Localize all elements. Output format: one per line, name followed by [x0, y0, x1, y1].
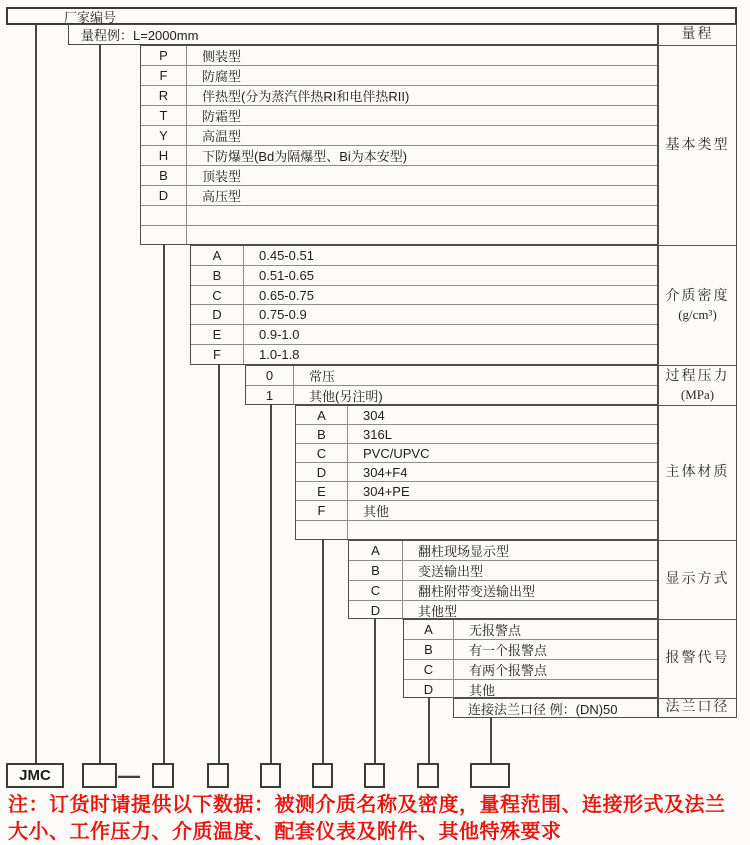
table-row — [404, 680, 657, 699]
desc-cell: 无报警点 — [469, 623, 522, 638]
range-example-text: 量程例：L=2000mm — [81, 28, 199, 43]
category-label-column — [658, 24, 737, 718]
model-field-range — [82, 763, 117, 788]
table-row — [296, 425, 657, 444]
desc-cell: 其他(另注明) — [309, 389, 383, 404]
code-cell: E — [296, 482, 348, 500]
model-field-flange — [470, 763, 510, 788]
desc-cell — [187, 206, 657, 225]
desc-cell: 0.45-0.51 — [259, 247, 314, 263]
label-density-text: 介质密度 — [665, 288, 730, 304]
connector-line-density — [218, 365, 220, 763]
desc-cell: 0.9-1.0 — [259, 327, 300, 343]
desc-cell: 翻柱附带变送输出型 — [418, 584, 536, 599]
code-cell: 0 — [246, 366, 294, 385]
desc-cell: 高压型 — [202, 189, 242, 204]
table-row — [246, 366, 657, 386]
table-row — [141, 66, 657, 86]
label-basic-type-text: 基本类型 — [665, 137, 730, 153]
table-row — [349, 601, 657, 620]
label-display-text: 显示方式 — [665, 572, 730, 587]
manufacturer-number-box — [6, 7, 737, 25]
code-cell: A — [349, 541, 403, 560]
table-row — [141, 106, 657, 126]
label-basic-type — [659, 46, 736, 246]
model-field-display — [364, 763, 385, 788]
basic-type-table — [140, 45, 658, 245]
label-pressure-unit: (MPa) — [680, 386, 715, 402]
code-cell: F — [296, 501, 348, 520]
label-density-unit: (g/cm³) — [678, 306, 717, 322]
label-alarm-text: 报警代号 — [665, 651, 730, 666]
connector-line-material — [322, 540, 324, 763]
table-row — [454, 699, 657, 718]
code-cell: T — [141, 106, 187, 125]
desc-cell: 0.65-0.75 — [259, 287, 314, 303]
code-cell: D — [191, 305, 244, 324]
desc-cell: 连接法兰口径 例：(DN)50 — [468, 702, 618, 717]
label-flange — [659, 699, 736, 717]
desc-cell: 下防爆型(Bd为隔爆型、Bi为本安型) — [202, 149, 408, 164]
desc-cell: 顶装型 — [202, 169, 242, 184]
code-cell: B — [191, 266, 244, 285]
table-row — [191, 305, 657, 325]
label-pressure — [659, 366, 736, 406]
code-cell: B — [141, 166, 187, 185]
code-cell: 1 — [246, 386, 294, 405]
desc-cell: 伴热型(分为蒸汽伴热RI和电伴热RII) — [202, 89, 410, 104]
ordering-note-line2: 大小、工作压力、介质温度、配套仪表及附件、其他特殊要求 — [8, 821, 562, 843]
code-cell: F — [141, 66, 187, 85]
model-prefix-box — [6, 763, 64, 788]
model-field-pressure — [260, 763, 281, 788]
range-example-box — [68, 24, 658, 45]
desc-cell: 304+F4 — [363, 464, 408, 480]
label-density — [659, 246, 736, 366]
desc-cell: 高温型 — [202, 129, 242, 144]
desc-cell: 316L — [363, 426, 392, 442]
desc-cell: 其他型 — [418, 604, 458, 619]
code-cell — [141, 206, 187, 225]
code-cell: P — [141, 46, 187, 65]
desc-cell: 1.0-1.8 — [259, 347, 300, 363]
table-row — [141, 146, 657, 166]
desc-cell: 有一个报警点 — [469, 643, 548, 658]
code-cell — [296, 521, 348, 539]
code-cell: H — [141, 146, 187, 165]
desc-cell: 防霜型 — [202, 109, 242, 124]
label-flange-text: 法兰口径 — [665, 700, 730, 715]
desc-cell: 变送输出型 — [418, 564, 484, 579]
desc-cell — [348, 521, 657, 539]
table-row — [296, 501, 657, 521]
pressure-table — [245, 365, 658, 405]
desc-cell: 常压 — [309, 369, 336, 384]
code-cell: D — [349, 601, 403, 620]
code-cell: C — [404, 660, 454, 679]
code-cell: F — [191, 345, 244, 364]
table-row — [191, 286, 657, 306]
code-cell: D — [404, 680, 454, 699]
desc-cell: 304 — [363, 407, 385, 423]
table-row-empty — [141, 226, 657, 245]
desc-cell: 翻柱现场显示型 — [418, 544, 510, 559]
code-cell — [141, 226, 187, 245]
code-cell: B — [296, 425, 348, 443]
code-cell: R — [141, 86, 187, 105]
ordering-note-line1: 注：订货时请提供以下数据：被测介质名称及密度，量程范围、连接形式及法兰 — [8, 794, 726, 816]
connector-line-alarm — [428, 698, 430, 763]
connector-line-pressure — [270, 405, 272, 763]
code-cell: A — [404, 620, 454, 639]
code-cell: C — [296, 444, 348, 462]
label-pressure-text: 过程压力 — [665, 368, 730, 384]
code-cell: A — [191, 246, 244, 265]
label-display — [659, 541, 736, 620]
connector-line-display — [374, 619, 376, 763]
desc-cell: 其他 — [469, 683, 496, 698]
table-row-empty — [296, 521, 657, 539]
table-row — [296, 463, 657, 482]
label-material — [659, 406, 736, 541]
table-row — [141, 186, 657, 206]
code-cell: B — [349, 561, 403, 580]
model-field-basic-type — [152, 763, 174, 788]
label-range-text: 量程 — [681, 27, 714, 42]
table-row — [141, 46, 657, 66]
table-row — [191, 266, 657, 286]
alarm-table — [403, 619, 658, 698]
table-row-empty — [141, 206, 657, 226]
material-table — [295, 405, 658, 540]
table-row — [349, 541, 657, 561]
table-row — [191, 325, 657, 345]
table-row — [141, 166, 657, 186]
model-field-material — [312, 763, 333, 788]
flange-row — [453, 698, 658, 718]
table-row — [349, 561, 657, 581]
desc-cell: 其他 — [363, 504, 390, 519]
desc-cell — [187, 226, 657, 245]
code-cell: D — [296, 463, 348, 481]
code-cell: E — [191, 325, 244, 344]
table-row — [191, 246, 657, 266]
table-row — [404, 620, 657, 640]
connector-line-manufacturer — [35, 24, 37, 763]
desc-cell: 侧装型 — [202, 49, 242, 64]
table-row — [404, 660, 657, 680]
table-row — [296, 482, 657, 501]
table-row — [404, 640, 657, 660]
display-table — [348, 540, 658, 619]
code-cell: A — [296, 406, 348, 424]
label-range — [659, 25, 736, 46]
table-row — [191, 345, 657, 364]
model-field-density — [207, 763, 229, 788]
desc-cell: 防腐型 — [202, 69, 242, 84]
table-row — [141, 126, 657, 146]
desc-cell: PVC/UPVC — [363, 445, 430, 461]
desc-cell: 0.75-0.9 — [259, 307, 307, 323]
connector-line-flange — [490, 718, 492, 763]
label-material-text: 主体材质 — [665, 465, 730, 480]
desc-cell: 有两个报警点 — [469, 663, 548, 678]
code-cell: C — [349, 581, 403, 600]
code-cell: C — [191, 286, 244, 305]
density-table — [190, 245, 658, 365]
model-separator-dash: — — [118, 763, 140, 788]
connector-line-range — [99, 45, 101, 763]
table-row — [141, 86, 657, 106]
code-cell: D — [141, 186, 187, 205]
model-field-alarm — [417, 763, 439, 788]
code-cell: B — [404, 640, 454, 659]
table-row — [246, 386, 657, 405]
connector-line-basic — [163, 245, 165, 763]
model-prefix-text: JMC — [19, 767, 51, 784]
table-row — [296, 406, 657, 425]
table-row — [296, 444, 657, 463]
code-cell: Y — [141, 126, 187, 145]
table-row — [349, 581, 657, 601]
manufacturer-number-label: 厂家编号 — [64, 9, 117, 25]
desc-cell: 0.51-0.65 — [259, 267, 314, 283]
desc-cell: 304+PE — [363, 483, 410, 499]
label-alarm — [659, 620, 736, 699]
